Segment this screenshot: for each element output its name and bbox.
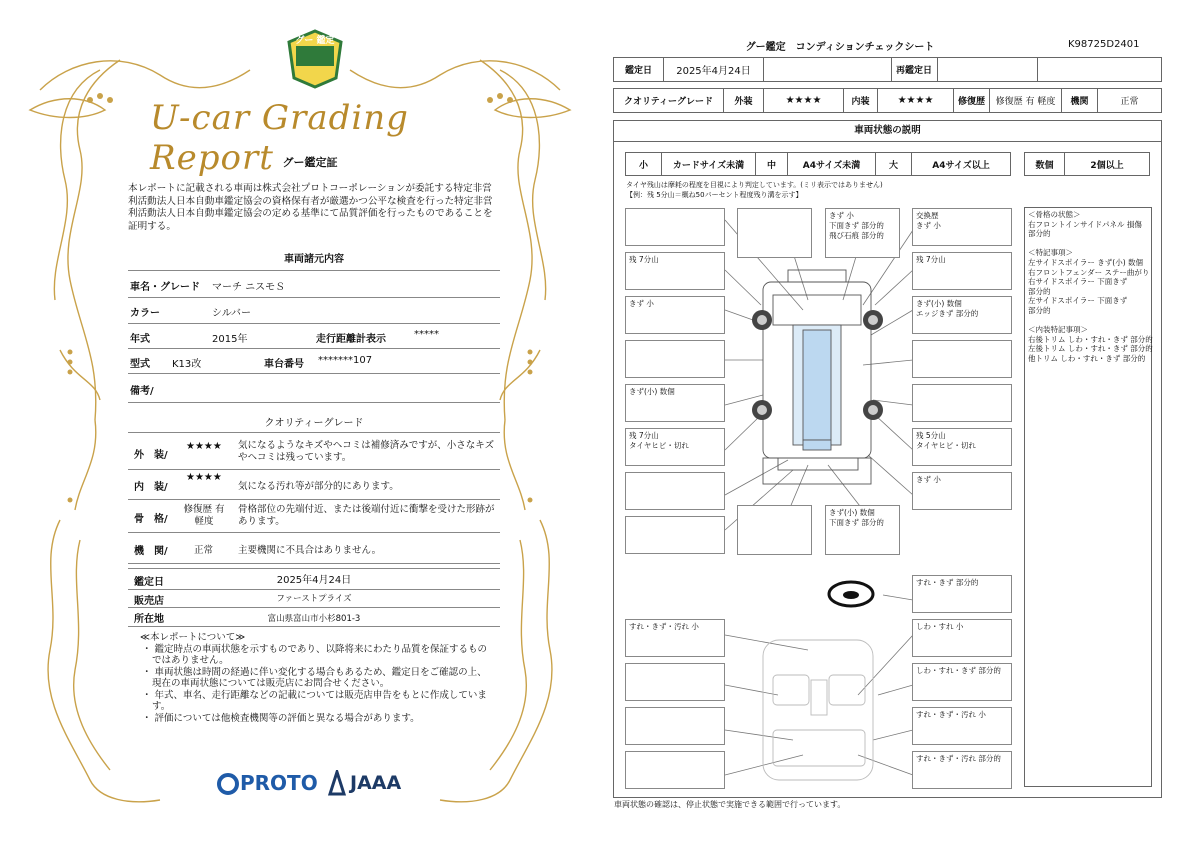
ext-box-right-6 bbox=[912, 428, 1012, 466]
note-item: ・ 年式、車名、走行距離などの記載については販売店申告をもとに作成しています。 bbox=[142, 689, 487, 712]
count-legend bbox=[1024, 152, 1150, 176]
int-box bbox=[625, 751, 725, 789]
row-interior bbox=[128, 469, 500, 500]
shop-value: ファーストプライズ bbox=[276, 594, 352, 604]
size-legend bbox=[625, 152, 1011, 176]
interior-stars: ★★★★ bbox=[186, 472, 222, 483]
side-frame-item: 部分的 bbox=[1028, 229, 1051, 239]
interior-text: 気になる汚れ等が部分的にあります。 bbox=[238, 481, 399, 492]
int-box-steering bbox=[912, 575, 1012, 613]
redate-value bbox=[938, 58, 1038, 81]
side-frame-item: 右フロントインサイドパネル 損傷 bbox=[1028, 219, 1142, 229]
ext-box bbox=[737, 208, 812, 258]
address-label: 所在地 bbox=[134, 614, 164, 625]
frame-text: 骨格部位の先端付近、または後端付近に衝撃を受けた形跡があります。 bbox=[238, 504, 495, 527]
tire-note-1: タイヤ残山は摩耗の程度を目視により判定しています。(ミリ表示ではありません) bbox=[626, 181, 883, 189]
row-shop bbox=[128, 589, 500, 608]
side-special-item: 部分的 bbox=[1028, 305, 1051, 315]
size-mid: 中 bbox=[756, 153, 788, 175]
ext-box bbox=[737, 505, 812, 555]
int-value: ★★★★ bbox=[878, 89, 954, 112]
spec-heading: 車両諸元内容 bbox=[284, 254, 344, 265]
engine-label: 機 関/ bbox=[134, 546, 168, 557]
row-name bbox=[128, 270, 500, 298]
row-frame bbox=[128, 500, 500, 533]
intro-text: 本レポートに記載される車両は株式会社プロトコーポレーションが委託する特定非営利活動法人日本自動車鑑定協会の資格保有者が厳選かつ公平な検査を行った特定非営利活動法人日本自動車鑑定協会の定める基準にて品質評価を行ったものであることを証明する。 bbox=[128, 183, 493, 232]
date-value: 2025年4月24日 bbox=[664, 58, 764, 81]
year-value: 2015年 bbox=[212, 334, 248, 345]
ext-box bbox=[912, 340, 1012, 378]
ext-box-bottom-center bbox=[825, 505, 900, 555]
row-exterior bbox=[128, 432, 500, 470]
int-label: すれ・きず 部分的 bbox=[916, 578, 979, 587]
ext-box-top-center bbox=[825, 208, 900, 258]
date-label: 鑑定日 bbox=[134, 577, 164, 588]
badge-text: グー 鑑定 bbox=[295, 36, 335, 46]
side-interior-item: 左後トリム しわ・すれ・きず 部分的 bbox=[1028, 344, 1153, 354]
ext-box-top-right bbox=[912, 208, 1012, 246]
interior-label: 内 装/ bbox=[134, 482, 168, 493]
ext-box-left-2 bbox=[625, 252, 725, 290]
int-box bbox=[625, 663, 725, 701]
color-value: シルバー bbox=[212, 308, 252, 319]
date-value: 2025年4月24日 bbox=[276, 575, 352, 586]
date-row bbox=[613, 57, 1162, 82]
repair-label: 修復歴 bbox=[954, 89, 990, 112]
ext-label: きず(小) 数個 エッジきず 部分的 bbox=[916, 299, 979, 318]
cert-title: グー鑑定証 bbox=[282, 156, 338, 169]
exterior-text: 気になるようなキズやヘコミは補修済みですが、小さなキズやヘコミは残っています。 bbox=[238, 440, 495, 463]
int-box-right-2 bbox=[912, 663, 1012, 701]
ext-label: 外装 bbox=[724, 89, 764, 112]
quality-heading: クオリティーグレード bbox=[264, 418, 364, 429]
ext-box-left-6 bbox=[625, 428, 725, 466]
side-special-item: 左サイドスポイラー きず(小) 数個 bbox=[1028, 257, 1144, 267]
count-desc: 2個以上 bbox=[1090, 160, 1124, 171]
grade-label: クオリティーグレード bbox=[614, 89, 724, 112]
jaaa-logo-text: JAAA bbox=[350, 772, 402, 794]
int-box-right-4 bbox=[912, 751, 1012, 789]
ext-label: 交換歴 きず 小 bbox=[916, 211, 941, 230]
year-label: 年式 bbox=[130, 334, 150, 345]
date-blank bbox=[764, 58, 892, 81]
side-interior-item: 右後トリム しわ・すれ・きず 部分的 bbox=[1028, 334, 1153, 344]
side-interior-item: 他トリム しわ・すれ・きず 部分的 bbox=[1028, 353, 1146, 363]
frame-value: 修復歴 有 軽度 bbox=[183, 504, 225, 527]
row-model bbox=[128, 349, 500, 374]
proto-logo-icon bbox=[216, 772, 240, 796]
ext-box bbox=[625, 472, 725, 510]
side-special-title: ＜特記事項＞ bbox=[1028, 248, 1073, 258]
note-item: ・ 鑑定時点の車両状態を示すものであり、以降将来にわたり品質を保証するものではありません。 bbox=[142, 643, 488, 666]
ext-box-left-5 bbox=[625, 384, 725, 422]
ext-label: 残 7分山 タイヤヒビ・切れ bbox=[629, 431, 689, 450]
ext-label: きず(小) 数個 bbox=[629, 387, 675, 396]
int-label: すれ・きず・汚れ 小 bbox=[916, 710, 986, 719]
proto-logo-text: PROTO bbox=[240, 771, 318, 795]
jaaa-logo-icon bbox=[326, 770, 348, 796]
int-label: すれ・きず・汚れ 小 bbox=[629, 622, 699, 631]
name-label: 車名・グレード bbox=[130, 282, 200, 293]
int-label: しわ・すれ・きず 部分的 bbox=[916, 666, 1001, 675]
int-box-right-1 bbox=[912, 619, 1012, 657]
model-value: K13改 bbox=[172, 359, 202, 370]
note-item: ・ 車両状態は時間の経過に伴い変化する場合もあるため、鑑定日をご確認の上、現在の車両状態については販売店にお問合せください。 bbox=[142, 666, 487, 689]
condition-heading: 車両状態の説明 bbox=[613, 120, 1162, 142]
side-notes bbox=[1024, 207, 1152, 787]
row-color bbox=[128, 297, 500, 324]
side-special-item: 右サイドスポイラー 下面きず bbox=[1028, 277, 1128, 287]
shop-label: 販売店 bbox=[134, 596, 164, 607]
footer-note: 車両状態の確認は、停止状態で実施できる範囲で行っています。 bbox=[614, 800, 846, 809]
size-large-desc: A4サイズ以上 bbox=[932, 160, 990, 171]
remarks-label: 備考/ bbox=[130, 386, 154, 397]
notes-title: ≪本レポートについて≫ bbox=[140, 632, 246, 643]
tire-note-2: 【例：残 5分山＝概ね50パーセント程度残り溝を示す】 bbox=[626, 191, 803, 199]
row-year bbox=[128, 324, 500, 349]
engine-text: 主要機関に不具合はありません。 bbox=[238, 545, 382, 556]
note-item: ・ 評価については他検査機関等の評価と異なる場合があります。 bbox=[142, 712, 420, 724]
engine-value: 正常 bbox=[194, 545, 214, 556]
model-label: 型式 bbox=[130, 359, 150, 370]
exterior-label: 外 装/ bbox=[134, 450, 168, 461]
int-box bbox=[625, 707, 725, 745]
ext-label: きず 小 下面きず 部分的 飛び石痕 部分的 bbox=[829, 211, 884, 240]
ext-box bbox=[625, 516, 725, 554]
ext-box bbox=[912, 384, 1012, 422]
address-value: 富山県富山市小杉801-3 bbox=[267, 614, 361, 624]
exterior-stars: ★★★★ bbox=[186, 441, 222, 452]
engine-label: 機関 bbox=[1062, 89, 1098, 112]
ext-label: きず 小 bbox=[916, 475, 941, 484]
ext-label: 残 7分山 bbox=[629, 255, 659, 264]
ext-label: 残 7分山 bbox=[916, 255, 946, 264]
name-value: マーチ ニスモＳ bbox=[212, 282, 286, 293]
sheet-id: K98725D2401 bbox=[1068, 39, 1140, 50]
chassis-value: *******107 bbox=[318, 355, 373, 366]
ext-box-left-3 bbox=[625, 296, 725, 334]
size-small-desc: カードサイズ未満 bbox=[662, 153, 756, 175]
int-label: しわ・すれ 小 bbox=[916, 622, 964, 631]
side-interior-title: ＜内装特記事項＞ bbox=[1028, 325, 1088, 335]
ext-label: きず 小 bbox=[629, 299, 654, 308]
repair-value: 修復歴 有 軽度 bbox=[990, 89, 1062, 112]
size-large: 大 bbox=[876, 153, 912, 175]
redate-label: 再鑑定日 bbox=[892, 58, 938, 81]
row-remarks bbox=[128, 374, 500, 403]
row-address bbox=[128, 608, 500, 627]
mileage-label: 走行距離計表示 bbox=[316, 334, 386, 345]
ext-box-right-2 bbox=[912, 252, 1012, 290]
int-label: 内装 bbox=[844, 89, 878, 112]
color-label: カラー bbox=[130, 308, 160, 319]
int-box-right-3 bbox=[912, 707, 1012, 745]
row-date bbox=[128, 568, 500, 590]
count-label: 数個 bbox=[1025, 153, 1065, 175]
size-small: 小 bbox=[626, 153, 662, 175]
date-label: 鑑定日 bbox=[614, 58, 664, 81]
ext-label: きず(小) 数個 下面きず 部分的 bbox=[829, 508, 884, 527]
ext-box-right-7 bbox=[912, 472, 1012, 510]
notes bbox=[140, 632, 495, 724]
engine-value: 正常 bbox=[1120, 97, 1139, 107]
ext-value: ★★★★ bbox=[764, 89, 844, 112]
grade-row bbox=[613, 88, 1162, 113]
side-special-item: 左サイドスポイラー 下面きず bbox=[1028, 296, 1128, 306]
ext-label: 残 5分山 タイヤヒビ・切れ bbox=[916, 431, 976, 450]
mileage-value: ***** bbox=[414, 329, 439, 340]
sheet-title: グー鑑定 コンディションチェックシート bbox=[745, 42, 935, 53]
frame-label: 骨 格/ bbox=[134, 514, 168, 525]
int-label: すれ・きず・汚れ 部分的 bbox=[916, 754, 1001, 763]
int-box-left-1 bbox=[625, 619, 725, 657]
side-special-item: 右フロントフェンダー ステー曲がり bbox=[1028, 267, 1150, 277]
size-mid-desc: A4サイズ未満 bbox=[788, 153, 876, 175]
row-engine bbox=[128, 533, 500, 564]
chassis-label: 車台番号 bbox=[264, 359, 304, 370]
ext-box-right-3 bbox=[912, 296, 1012, 334]
side-frame-title: ＜骨格の状態＞ bbox=[1028, 210, 1081, 219]
report-title: U-car Grading Report bbox=[150, 98, 409, 178]
ext-box bbox=[625, 340, 725, 378]
side-special-item: 部分的 bbox=[1028, 286, 1051, 296]
ext-box bbox=[625, 208, 725, 246]
